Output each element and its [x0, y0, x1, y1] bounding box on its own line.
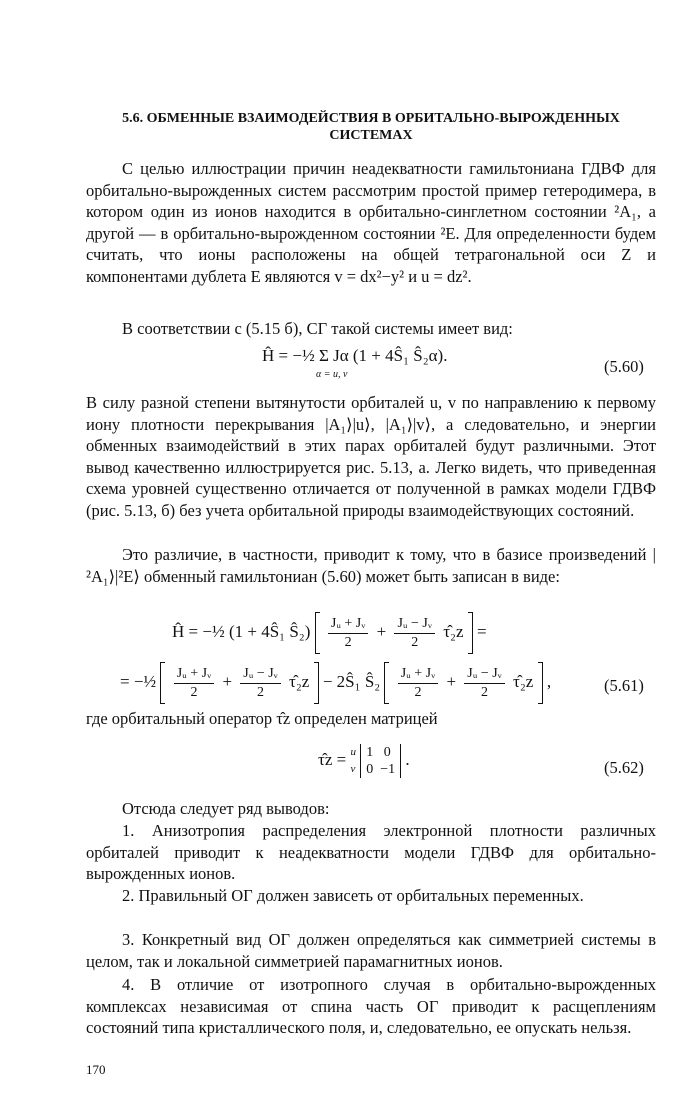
equation-5-61-line-2: [120, 662, 551, 704]
tau-operator: τ̂₂z: [289, 671, 310, 691]
paragraph-intro: С целью иллюстрации причин неадекватности гамильтониана ГДВФ для орбитально-вырожденных систем рассмотрим простой пример гетеродимера, в котором один из ионов находится в орбитально-синглетном состоянии ²A₁, а другой — в орбитально-вырожденном состоянии ²E. Для определенности будем считать, что ионы расположены на общей тетрагональной оси Z и компонентами дублета E являются v = dx²−y² и u = dz².: [86, 159, 656, 286]
bracket-close: [314, 662, 319, 704]
section-heading: [86, 110, 656, 144]
paragraph-difference: Это различие, в частности, приводит к тому, что в базисе произведений |²A₁⟩|²E⟩ обменный гамильтониан (5.60) может быть записан в виде:: [86, 545, 656, 586]
comma: ,: [546, 671, 552, 691]
bracket-open: [384, 662, 389, 704]
list-item: 3. Конкретный вид ОГ должен определяться как симметрией системы в целом, так и локальной симметрией парамагнитных ионов.: [86, 930, 656, 971]
equation-5-62: [318, 744, 410, 778]
eq61-left-2: = −½: [120, 671, 157, 691]
fraction-diff: $\frac{\text{Jᵤ − Jᵥ}}{2}$: [464, 665, 505, 702]
tau-z-matrix: 1 0 0 −1: [360, 744, 401, 778]
sum-index-label: α = u, v: [316, 369, 348, 380]
fraction-sum: $\frac{\text{Jᵤ + Jᵥ}}{2}$: [398, 665, 439, 702]
paragraph-overlap: В силу разной степени вытянутости орбиталей u, v по направлению к первому иону плотности перекрывания |A₁⟩|u⟩, |A₁⟩|v⟩, а следовательно, и энергии обменных взаимодействий в этих парах орбиталей будут различными. Этот вывод качественно иллюстрируется рис. 5.13, а. Легко видеть, что приведенная схема уровней существенно отличается от полученной в рамках модели ГДВФ (рис. 5.13, б) без учета орбитальной природы взаимодействующих состояний.: [86, 393, 656, 520]
equation-number-5-61: (5.61): [604, 676, 644, 695]
equation-number-5-62: (5.62): [604, 758, 644, 777]
paragraph-conclusions: Отсюда следует ряд выводов:: [122, 799, 330, 818]
plus-sign: +: [376, 621, 387, 641]
paragraph-orbital-operator: где орбитальный оператор τ̂z определен матрицей: [86, 709, 438, 728]
tau-z-lhs: τ̂z =: [318, 749, 347, 769]
paragraph-sg-form: В соответствии с (5.15 б), СГ такой системы имеет вид:: [122, 319, 513, 338]
tau-operator: τ̂₂z: [513, 671, 534, 691]
list-item: 2. Правильный ОГ должен зависеть от орбитальных переменных.: [122, 886, 584, 905]
plus-sign: +: [446, 671, 457, 691]
equation-5-60: Ĥ = −½ Σ Jα (1 + 4Ŝ₁ Ŝ₂α).: [262, 346, 448, 365]
list-item: 1. Анизотропия распределения электронной плотности различных орбиталей приводит к неадекватности модели ГДВФ для орбитально-вырожденных ионов.: [86, 821, 656, 883]
bracket-open: [315, 612, 320, 654]
bracket-close: [538, 662, 543, 704]
heading-line-2: СИСТЕМАХ: [329, 128, 413, 143]
fraction-sum: $\frac{\text{Jᵤ + Jᵥ}}{2}$: [174, 665, 215, 702]
fraction-diff: $\frac{\text{Jᵤ − Jᵥ}}{2}$: [394, 615, 435, 652]
equals-sign: =: [477, 621, 487, 641]
eq61-left-1: Ĥ = −½ (1 + 4Ŝ₁ Ŝ₂): [172, 621, 311, 641]
heading-line-1: 5.6. ОБМЕННЫЕ ВЗАИМОДЕЙСТВИЯ В ОРБИТАЛЬНО-ВЫРОЖДЕННЫХ: [122, 111, 620, 126]
fraction-diff: $\frac{\text{Jᵤ − Jᵥ}}{2}$: [240, 665, 281, 702]
spin-product: − 2Ŝ₁ Ŝ₂: [322, 671, 381, 691]
bracket-close: [468, 612, 473, 654]
matrix-row-labels: u v: [350, 746, 356, 775]
fraction-sum: $\frac{\text{Jᵤ + Jᵥ}}{2}$: [328, 615, 369, 652]
period: .: [405, 749, 410, 769]
page-number: 170: [86, 1062, 106, 1077]
tau-operator: τ̂₂z: [443, 621, 464, 641]
plus-sign: +: [222, 671, 233, 691]
equation-5-61-line-1: [172, 612, 487, 654]
list-item: 4. В отличие от изотропного случая в орбитально-вырожденных комплексах независимая от спина часть ОГ приводит к расщеплениям состояний типа кристаллического поля, и, следовательно, ее опускать нельзя.: [86, 975, 656, 1037]
equation-number-5-60: (5.60): [604, 357, 644, 376]
bracket-open: [160, 662, 165, 704]
